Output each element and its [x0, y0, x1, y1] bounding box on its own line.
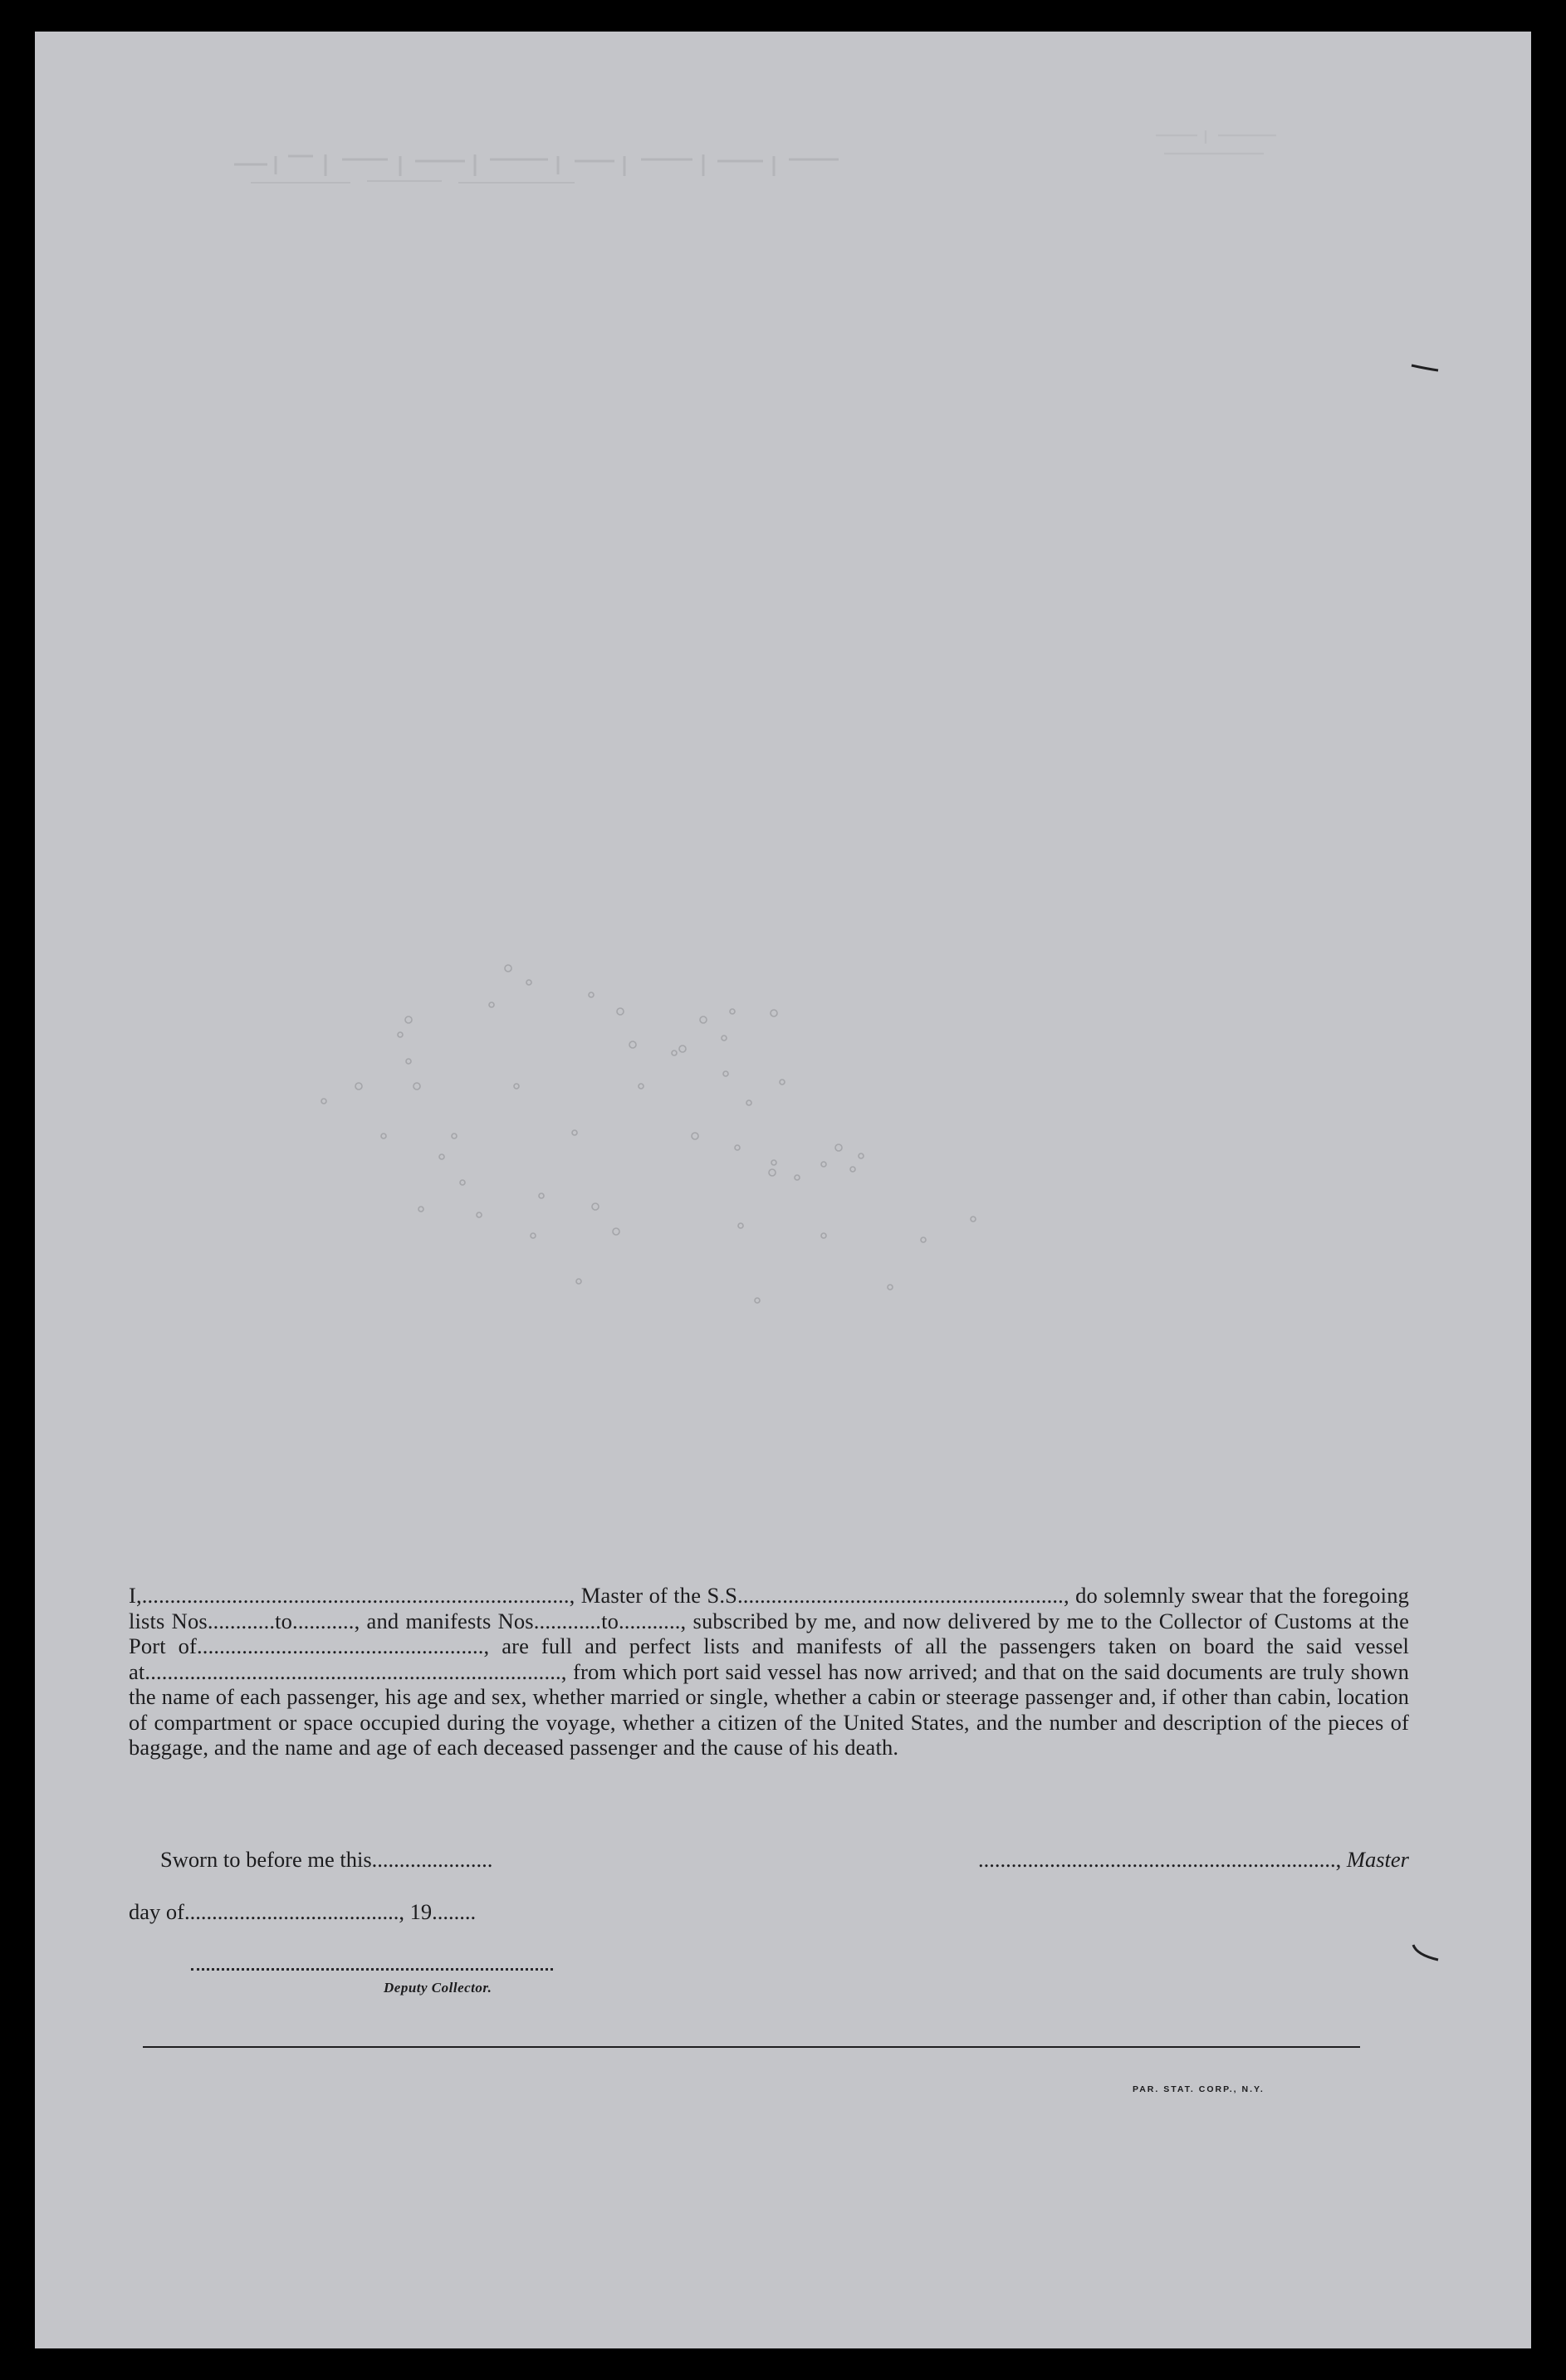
printer-imprint: PAR. STAT. CORP., N.Y.	[1133, 2084, 1265, 2094]
day-text: day of......................................., 19........	[129, 1899, 477, 1924]
master-oath-paragraph	[129, 1583, 1409, 1761]
bleed-through-corner	[1148, 110, 1297, 169]
master-signature-line	[874, 1847, 1409, 1872]
day-line	[129, 1899, 594, 1924]
deputy-collector-label: Deputy Collector.	[384, 1980, 492, 1996]
deputy-signature-line	[191, 1968, 553, 1971]
master-dots: .................................................................,	[978, 1847, 1347, 1872]
sworn-text: Sworn to before me this......................	[160, 1847, 493, 1872]
oath-text: I,............................................................................, Master of the S.S.........................................................., do solemnly swear that the foregoing lists Nos............to..........., and manifests Nos............to..........., subscribed by me, and now delivered by me to the Collector of Customs at the Port of..................................................., are full and perfect lists and manifests of all the passengers taken on board the said vessel at.........................................................................., from which port said vessel has now arrived; and that on the said documents are truly shown the name of each passenger, his age and sex, whether married or single, whether a cabin or steerage passenger and, if other than cabin, location of compartment or space occupied during the voyage, whether a citizen of the United States, and the number and description of the pieces of baggage, and the name and age of each deceased passenger and the cause of his death.	[129, 1583, 1409, 1760]
master-label: Master	[1346, 1847, 1409, 1872]
bleed-through-heading	[226, 131, 857, 198]
sworn-line	[129, 1847, 594, 1872]
margin-tick-mark	[1410, 1942, 1443, 1971]
bleed-through-marks	[242, 962, 1056, 1393]
footer-rule	[143, 2046, 1360, 2048]
sworn-block	[129, 1847, 594, 1952]
margin-tick-mark	[1410, 359, 1443, 380]
manifest-page	[35, 32, 1531, 2348]
